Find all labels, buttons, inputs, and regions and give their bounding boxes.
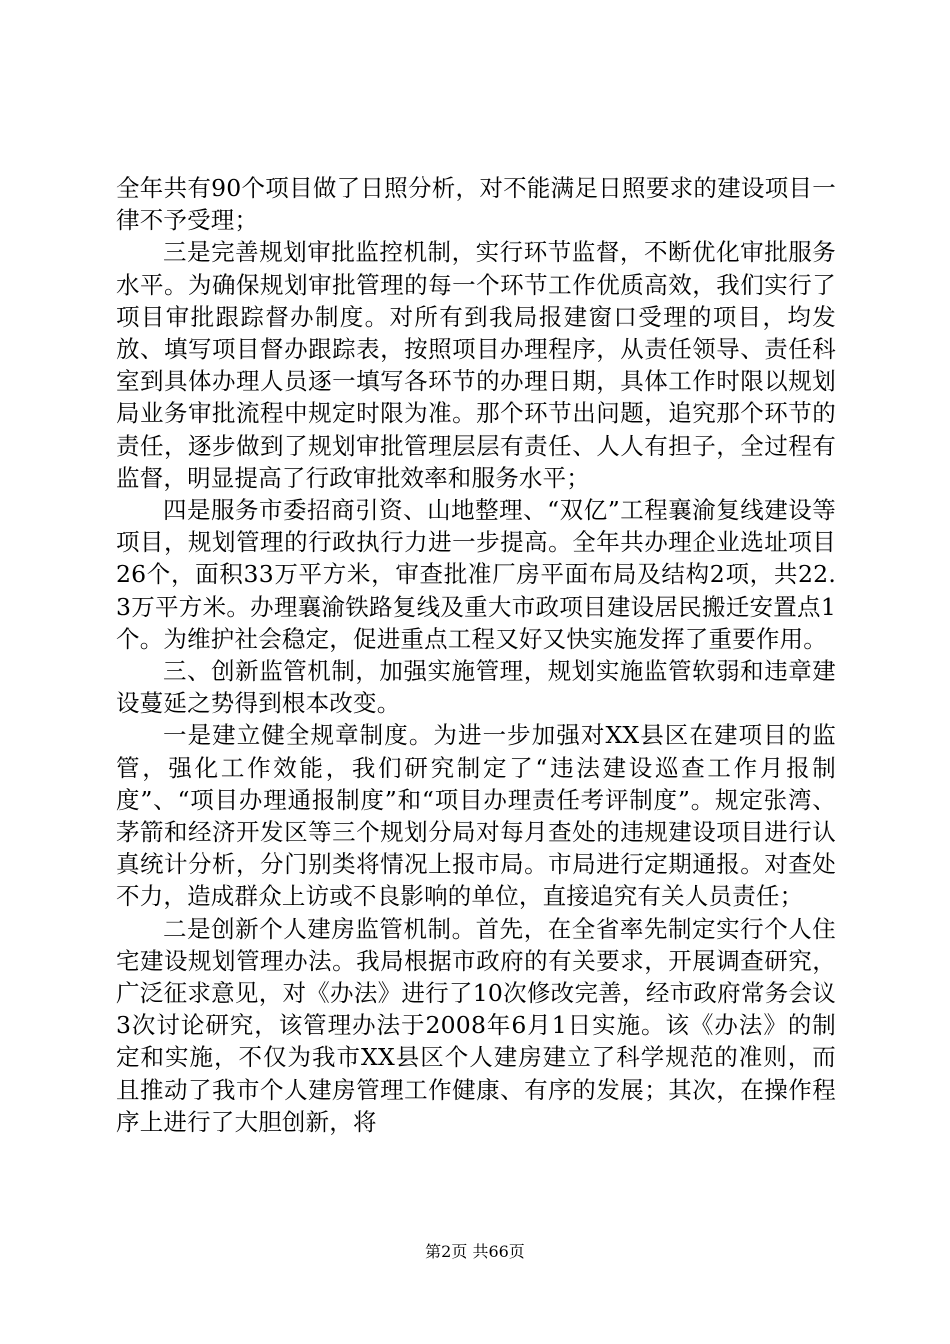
paragraph-4: 三、创新监管机制，加强实施管理，规划实施监管软弱和违章建设蔓延之势得到根本改变。 [116, 657, 836, 718]
paragraph-1: 全年共有90个项目做了日照分析，对不能满足日照要求的建设项目一律不予受理； [116, 174, 836, 235]
paragraph-5: 一是建立健全规章制度。为进一步加强对XX县区在建项目的监管，强化工作效能，我们研究制定了“违法建设巡查工作月报制度”、“项目办理通报制度”和“项目办理责任考评制度”。规定张湾、茅箭和经济开发区等三个规划分局对每月查处的违规建设项目进行认真统计分析，分门别类将情况上报市局。市局进行定期通报。对查处不力，造成群众上访或不良影响的单位，直接追究有关人员责任； [116, 721, 836, 911]
paragraph-3: 四是服务市委招商引资、山地整理、“双亿”工程襄渝复线建设等项目，规划管理的行政执行力进一步提高。全年共办理企业选址项目26个，面积33万平方米，审查批准厂房平面布局及结构2项，共22.3万平方米。办理襄渝铁路复线及重大市政项目建设居民搬迁安置点1个。为维护社会稳定，促进重点工程又好又快实施发挥了重要作用。 [116, 496, 836, 653]
body-text [116, 172, 836, 1138]
paragraph-2: 三是完善规划审批监控机制，实行环节监督，不断优化审批服务水平。为确保规划审批管理的每一个环节工作优质高效，我们实行了项目审批跟踪督办制度。对所有到我局报建窗口受理的项目，均发放、填写项目督办跟踪表，按照项目办理程序，从责任领导、责任科室到具体办理人员逐一填写各环节的办理日期，具体工作时限以规划局业务审批流程中规定时限为准。那个环节出问题，追究那个环节的责任，逐步做到了规划审批管理层层有责任、人人有担子，全过程有监督，明显提高了行政审批效率和服务水平； [116, 238, 836, 492]
paragraph-6: 二是创新个人建房监管机制。首先，在全省率先制定实行个人住宅建设规划管理办法。我局根据市政府的有关要求，开展调查研究，广泛征求意见，对《办法》进行了10次修改完善，经市政府常务会议3次讨论研究，该管理办法于2008年6月1日实施。该《办法》的制定和实施，不仅为我市XX县区个人建房建立了科学规范的准则，而且推动了我市个人建房管理工作健康、有序的发展；其次，在操作程序上进行了大胆创新，将 [116, 914, 836, 1136]
page-number-footer: 第2页 共66页 [425, 1242, 525, 1261]
